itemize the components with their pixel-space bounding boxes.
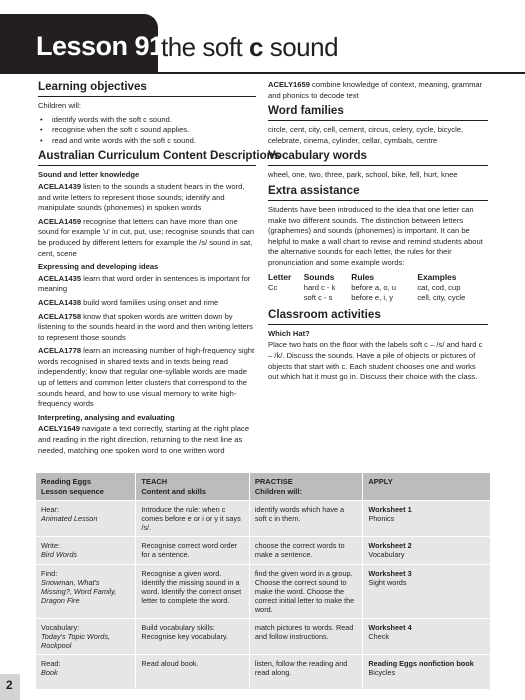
table-row: Write: Bird Words Recognise correct word order for a sentence. choose the correct words to make a sentence. Worksheet 2 Vocabulary xyxy=(36,537,490,565)
curriculum-item: ACELA1459 recognise that letters can have more than one sound for example 'u' in cut, put, use; recognise sounds that can be produced by different letters for example the /s/ sound in sat, cent, scene xyxy=(38,216,255,258)
vocabulary-heading: Vocabulary words xyxy=(268,149,488,166)
extra-assistance-heading: Extra assistance xyxy=(268,184,488,201)
sound-rules-table xyxy=(268,272,488,304)
classroom-activities-heading: Classroom activities xyxy=(268,308,488,325)
activity-text: Place two hats on the floor with the labels soft c – /s/ and hard c – /k/. Discuss the sounds. Have a pile of objects or pictures of objects that start with c. Each student chooses one and works out which hat it must go in. Discuss their choice with the class. xyxy=(268,340,483,382)
extra-assistance-text: Students have been introduced to the idea that one letter can make two different sounds. The distinction between letters (graphemes) and sounds (phonemes) is important. It can be helpful to make a wall chart to revise and remind students about the alternative sounds for each letter, the rules for their pronunciation and some example words: xyxy=(268,204,483,267)
lesson-number: Lesson 91 xyxy=(36,31,164,61)
table-row: Read: Book Read aloud book. listen, follow the reading and read along. Reading Eggs nonfiction book Bicycles xyxy=(36,655,490,689)
table-row: Vocabulary: Today's Topic Words, Rockpool Build vocabulary skills: Recognise key vocabulary. match pictures to words. Read and follow instructions. Worksheet 4 Check xyxy=(36,619,490,655)
curriculum-item: ACELA1435 learn that word order in sentences is important for meaning xyxy=(38,273,251,294)
objectives-list xyxy=(38,115,256,147)
table-row: soft c - s before e, i, y cell, city, cycle xyxy=(303,293,466,303)
curriculum-item: ACELA1438 build word families using onset and rime xyxy=(38,297,219,307)
table-row: Cc hard c - k before a, o, u cat, cod, cup xyxy=(268,282,461,292)
objective-item: • identify words with the soft c sound. xyxy=(38,115,256,126)
curriculum-item: ACELY1649 navigate a text correctly, starting at the right place and reading in the right direction, returning to the next line as needed, matching one spoken word to one written word xyxy=(38,424,250,455)
lesson-sequence-table xyxy=(36,473,490,689)
page-header xyxy=(0,0,525,74)
curriculum-subheading: Interpreting, analysing and evaluating xyxy=(38,412,175,422)
objective-item: • recognise when the soft c sound applies. xyxy=(38,125,256,136)
lesson-subtitle: the soft c sound xyxy=(161,32,339,62)
vocabulary-text: wheel, one, two, three, park, school, bike, fell, hurt, knee xyxy=(268,170,458,180)
table-header-row: Reading Eggs Lesson sequence TEACH Content and skills PRACTISE Children will: APPLY xyxy=(36,473,490,501)
header-rule xyxy=(158,72,525,74)
page-number-tab xyxy=(0,674,20,700)
table-header-row: Letter Sounds Rules Examples xyxy=(268,271,457,282)
curriculum-item: ACELA1778 learn an increasing number of high-frequency sight words recognised in shared texts and in texts being read independently; know that regular one-syllable words are made up of letters and common letter clusters that correspond to the sounds heard, and how to use visual memory to write high-frequency words xyxy=(38,346,255,409)
word-families-heading: Word families xyxy=(268,104,488,121)
objective-item: • read and write words with the soft c sound. xyxy=(38,136,256,147)
word-families-text: circle, cent, city, cell, cement, circus, celery, cycle, bicycle, celebrate, cinema, cylinder, cellar, cymbals, centre xyxy=(268,125,464,145)
activity-title: Which Hat? xyxy=(268,328,310,338)
table-row: Find: Snowman, What's Missing?, Word Family, Dragon Fire Recognise a given word. Identify the missing sound in a word. Identify the correct onset letter to complete the word. find the given word in a group. Choose the correct sound to make the word. Choose the correct initial letter to make the word. Worksheet 3 Sight words xyxy=(36,565,490,619)
right-column xyxy=(268,80,488,386)
curriculum-heading: Australian Curriculum Content Descriptions xyxy=(38,149,256,166)
curriculum-item: ACELY1659 combine knowledge of context, meaning, grammar and phonics to decode text xyxy=(268,80,483,100)
curriculum-subheading: Expressing and developing ideas xyxy=(38,262,159,272)
objectives-intro: Children will: xyxy=(38,101,82,110)
learning-objectives-heading: Learning objectives xyxy=(38,80,256,97)
curriculum-item: ACELA1758 know that spoken words are written down by listening to the sounds heard in the word and then writing letters to represent those sounds xyxy=(38,311,253,342)
curriculum-subheading: Sound and letter knowledge xyxy=(38,170,140,180)
page-number: 2 xyxy=(6,678,13,692)
table-row: Hear: Animated Lesson Introduce the rule: when c comes before e or i or y it says /s/. identify words which have a soft c in them. Worksheet 1 Phonics xyxy=(36,501,490,537)
curriculum-item: ACELA1439 listen to the sounds a student hears in the word, and write letters to represent those sounds; identify and manipulate sounds (phonemes) in spoken words xyxy=(38,181,245,213)
left-column xyxy=(38,80,281,459)
